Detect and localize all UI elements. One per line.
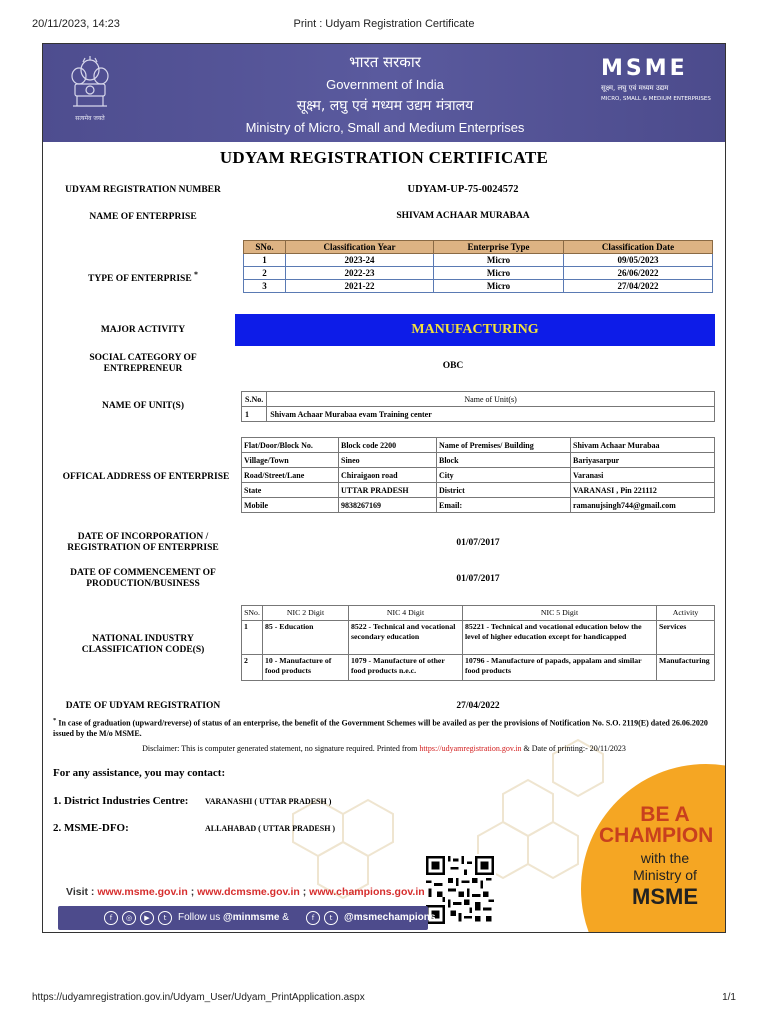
classification-header: SNo. [244, 241, 286, 254]
table-row [244, 254, 713, 267]
nic-label: NATIONAL INDUSTRY CLASSIFICATION CODE(S) [81, 634, 205, 655]
banner-hindi-government: भारत सरकार [349, 53, 421, 71]
table-cell: 9838267169 [339, 498, 437, 513]
units-table [241, 391, 715, 422]
table-cell: City [437, 468, 571, 483]
enterprise-name: SHIVAM ACHAAR MURABAA [396, 211, 530, 221]
graduation-note: * In case of graduation (upward/reverse) of status of an enterprise, the benefit of the Government Schemes will be availed as per the provisions of Notification No. S.O. 2119(E) dated 26.06.2020 issued by the M/o MSME. [53, 717, 708, 738]
classification-header: Classification Date [564, 241, 713, 254]
table-cell: 2022-23 [286, 267, 434, 280]
table-cell: 1 [242, 621, 263, 655]
table-cell: Micro [434, 280, 564, 293]
print-url: https://udyamregistration.gov.in/Udyam_User/Udyam_PrintApplication.aspx [32, 992, 365, 1003]
twitter-icon[interactable]: t [158, 911, 172, 925]
table-cell: 2023-24 [286, 254, 434, 267]
table-header-cell: Name of Unit(s) [267, 392, 715, 407]
certificate-title: UDYAM REGISTRATION CERTIFICATE [219, 148, 549, 167]
table-row [242, 621, 715, 655]
table-cell: 8522 - Technical and vocational secondary education [349, 621, 463, 655]
follow-text: Follow us @minmsme & [178, 912, 289, 923]
print-title: Print : Udyam Registration Certificate [293, 18, 475, 30]
assistance-heading: For any assistance, you may contact: [53, 767, 226, 779]
social-category-label: SOCIAL CATEGORY OF ENTREPRENEUR [89, 353, 197, 374]
dic-value: VARANASHI ( UTTAR PRADESH ) [205, 797, 332, 806]
champions-website-link[interactable]: www.champions.gov.in [309, 886, 425, 898]
table-row [242, 468, 715, 483]
units-label: NAME OF UNIT(S) [102, 401, 184, 411]
table-cell: 09/05/2023 [564, 254, 713, 267]
table-cell: 27/04/2022 [564, 280, 713, 293]
dfo-label: 2. MSME-DFO: [53, 822, 129, 834]
twitter-icon[interactable]: t [324, 911, 338, 925]
dfo-value: ALLAHABAD ( UTTAR PRADESH ) [205, 824, 336, 833]
social-category: OBC [442, 361, 464, 371]
table-row [242, 392, 715, 407]
table-cell: 2 [242, 655, 263, 681]
commencement-label: DATE OF COMMENCEMENT OF PRODUCTION/BUSINESS [70, 568, 216, 589]
facebook-icon[interactable]: f [306, 911, 320, 925]
table-cell: Flat/Door/Block No. [242, 438, 339, 453]
banner-government-of-india: Government of India [326, 77, 444, 92]
enterprise-type-label: TYPE OF ENTERPRISE * [88, 270, 198, 285]
table-cell: 1 [242, 407, 267, 422]
table-cell: Block code 2200 [339, 438, 437, 453]
commencement-date: 01/07/2017 [456, 574, 500, 584]
table-cell: Village/Town [242, 453, 339, 468]
msmechampions-handle[interactable]: @msmechampions [344, 912, 436, 923]
table-cell: 85221 - Technical and vocational education below the level of higher education except for handicapped [463, 621, 657, 655]
table-cell: 85 - Education [263, 621, 349, 655]
udyam-date: 27/04/2022 [456, 701, 500, 711]
table-cell: Mobile [242, 498, 339, 513]
table-row [242, 483, 715, 498]
classification-table [243, 240, 713, 293]
certificate [42, 43, 726, 933]
email-value: ramanujsingh744@gmail.com [571, 498, 715, 513]
facebook-icon[interactable]: f [104, 911, 118, 925]
government-banner [43, 44, 726, 142]
table-cell: Bariyasarpur [571, 453, 715, 468]
table-cell: Chiraigaon road [339, 468, 437, 483]
nic-header: Activity [657, 606, 715, 621]
champion-line4: Ministry of [633, 867, 697, 883]
table-cell: District [437, 483, 571, 498]
table-cell: Block [437, 453, 571, 468]
table-cell: Sineo [339, 453, 437, 468]
disclaimer-link[interactable]: https://udyamregistration.gov.in [419, 744, 522, 753]
visit-links: Visit : www.msme.gov.in ; www.dcmsme.gov.in ; www.champions.gov.in [66, 886, 425, 898]
minmsme-handle[interactable]: @minmsme [223, 912, 280, 923]
table-cell: Micro [434, 254, 564, 267]
registration-number-label: UDYAM REGISTRATION NUMBER [65, 185, 221, 195]
table-cell: 1079 - Manufacture of other food products n.e.c. [349, 655, 463, 681]
disclaimer: Disclaimer: This is computer generated statement, no signature required. Printed from https://udyamregistration.gov.in & Date of printing:- 20/11/2023 [142, 744, 626, 753]
table-cell: Email: [437, 498, 571, 513]
table-cell: VARANASI , Pin 221112 [571, 483, 715, 498]
enterprise-name-label: NAME OF ENTERPRISE [89, 212, 197, 222]
nic-header: NIC 4 Digit [349, 606, 463, 621]
msme-website-link[interactable]: www.msme.gov.in [97, 886, 188, 898]
table-cell: Road/Street/Lane [242, 468, 339, 483]
table-cell: State [242, 483, 339, 498]
banner-hindi-ministry: सूक्ष्म, लघु एवं मध्यम उद्यम मंत्रालय [296, 98, 474, 114]
table-cell: 26/06/2022 [564, 267, 713, 280]
table-cell: 2021-22 [286, 280, 434, 293]
major-activity-label: MAJOR ACTIVITY [100, 325, 186, 335]
dcmsme-website-link[interactable]: www.dcmsme.gov.in [197, 886, 300, 898]
registration-number: UDYAM-UP-75-0024572 [407, 184, 519, 195]
table-row [242, 407, 715, 422]
table-cell: Services [657, 621, 715, 655]
msme-logo-hindi: सूक्ष्म, लघु एवं मध्यम उद्यम [601, 84, 669, 92]
table-cell: 3 [244, 280, 286, 293]
table-cell: 1 [244, 254, 286, 267]
table-cell: Shivam Achaar Murabaa [571, 438, 715, 453]
nic-header: SNo. [242, 606, 263, 621]
incorporation-label: DATE OF INCORPORATION / REGISTRATION OF ENTERPRISE [67, 532, 219, 553]
youtube-icon[interactable]: ▶ [140, 911, 154, 925]
table-row [242, 453, 715, 468]
table-row [242, 498, 715, 513]
nic-header: NIC 5 Digit [463, 606, 657, 621]
print-datetime: 20/11/2023, 14:23 [32, 18, 120, 30]
address-table [241, 437, 715, 513]
classification-header: Enterprise Type [434, 241, 564, 254]
emblem-caption: सत्यमेव जयते [75, 115, 105, 122]
champion-line3: with the [640, 850, 690, 866]
udyam-date-label: DATE OF UDYAM REGISTRATION [65, 701, 221, 711]
table-row [244, 267, 713, 280]
table-row [244, 280, 713, 293]
dic-label: 1. District Industries Centre: [53, 795, 189, 807]
table-cell: Shivam Achaar Murabaa evam Training center [267, 407, 715, 422]
table-cell: 10 - Manufacture of food products [263, 655, 349, 681]
table-cell: 10796 - Manufacture of papads, appalam and similar food products [463, 655, 657, 681]
table-cell: Manufacturing [657, 655, 715, 681]
table-cell: Varanasi [571, 468, 715, 483]
major-activity-value: MANUFACTURING [235, 314, 715, 346]
classification-header: Classification Year [286, 241, 434, 254]
champion-line5: MSME [632, 884, 698, 909]
table-cell: UTTAR PRADESH [339, 483, 437, 498]
champion-line2: CHAMPION [599, 824, 714, 847]
table-header-cell: S.No. [242, 392, 267, 407]
champion-line1: BE A [640, 803, 690, 826]
msme-logo: MSME [601, 56, 688, 81]
type-asterisk: * [194, 270, 198, 279]
table-cell: 2 [244, 267, 286, 280]
nic-header: NIC 2 Digit [263, 606, 349, 621]
table-cell: Micro [434, 267, 564, 280]
table-cell: Name of Premises/ Building [437, 438, 571, 453]
instagram-icon[interactable]: ◎ [122, 911, 136, 925]
social-follow-bar [58, 906, 436, 930]
print-page-number: 1/1 [722, 992, 736, 1003]
incorporation-date: 01/07/2017 [456, 538, 500, 548]
msme-logo-english: MICRO, SMALL & MEDIUM ENTERPRISES [601, 96, 711, 102]
address-label: OFFICAL ADDRESS OF ENTERPRISE [62, 472, 230, 482]
banner-ministry-name: Ministry of Micro, Small and Medium Enterprises [245, 120, 525, 135]
table-row [242, 438, 715, 453]
